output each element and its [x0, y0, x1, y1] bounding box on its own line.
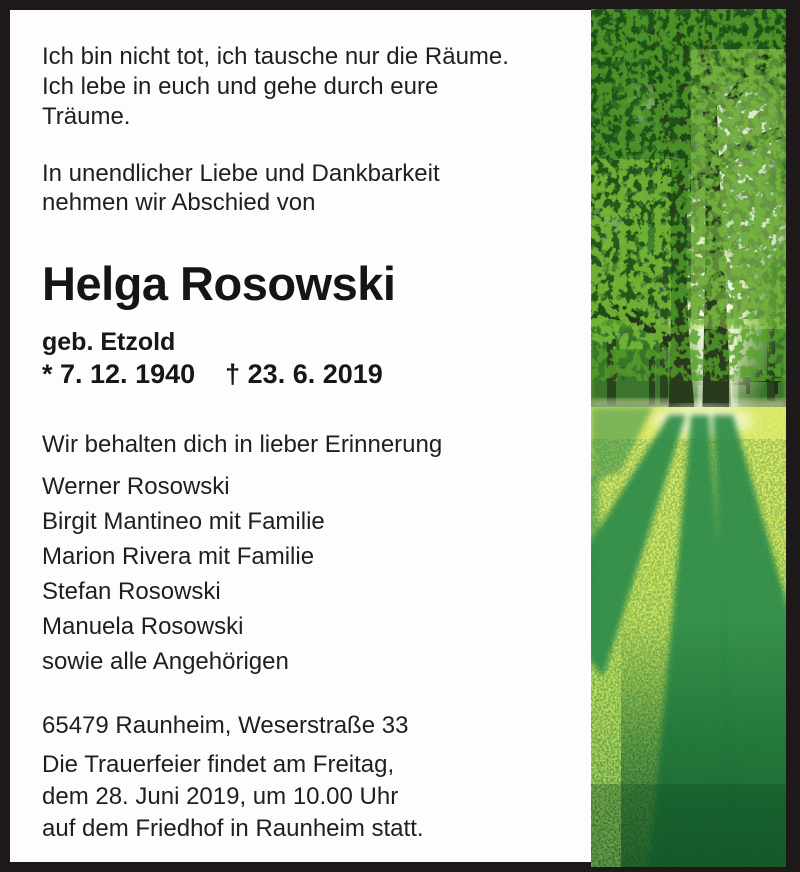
- remembrance-line: Wir behalten dich in lieber Erinnerung: [42, 431, 443, 458]
- obituary-panel: [10, 10, 591, 862]
- mourner-name: sowie alle Angehörigen: [42, 648, 289, 675]
- mourner-name: Birgit Mantineo mit Familie: [42, 508, 325, 535]
- death-date: † 23. 6. 2019: [225, 359, 383, 389]
- park-photo-art: [591, 9, 786, 867]
- park-photo: [591, 9, 786, 867]
- epitaph-line: Träume.: [42, 103, 131, 130]
- epitaph-line: Ich bin nicht tot, ich tausche nur die Räume.: [42, 43, 509, 70]
- ceremony-info: [42, 749, 424, 845]
- mourner-name: Manuela Rosowski: [42, 613, 244, 640]
- ceremony-line: auf dem Friedhof in Raunheim statt.: [42, 815, 424, 842]
- ceremony-line: dem 28. Juni 2019, um 10.00 Uhr: [42, 783, 399, 810]
- mourners-list: [42, 469, 325, 679]
- family-address: 65479 Raunheim, Weserstraße 33: [42, 712, 409, 739]
- mourner-name: Marion Rivera mit Familie: [42, 543, 315, 570]
- intro-line: In unendlicher Liebe und Dankbarkeit: [42, 160, 440, 187]
- epitaph-line: Ich lebe in euch und gehe durch eure: [42, 73, 439, 100]
- intro-line: nehmen wir Abschied von: [42, 189, 316, 216]
- mourner-name: Werner Rosowski: [42, 473, 230, 500]
- deceased-name: Helga Rosowski: [42, 257, 396, 310]
- ceremony-line: Die Trauerfeier findet am Freitag,: [42, 751, 395, 778]
- birth-date: * 7. 12. 1940: [42, 359, 196, 389]
- mourner-name: Stefan Rosowski: [42, 578, 221, 605]
- epitaph-verse: [42, 42, 509, 132]
- foliage-texture: [591, 9, 786, 381]
- farewell-intro: [42, 159, 440, 217]
- maiden-name: geb. Etzold: [42, 328, 176, 356]
- life-dates: [42, 358, 383, 390]
